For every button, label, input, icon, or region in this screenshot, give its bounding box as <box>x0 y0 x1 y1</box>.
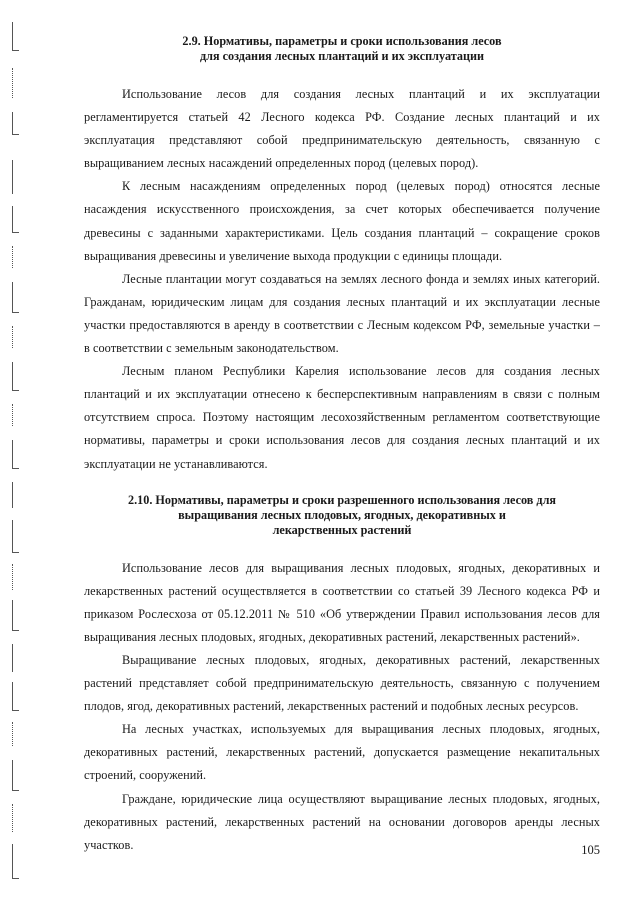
paragraph: Выращивание лесных плодовых, ягодных, декоративных растений, лекарственных растений представляет собой предпринимательскую деятельность, связанную с получением плодов, ягод, декоративных растений, лекарственных растений и подобных лесных ресурсов. <box>84 652 600 714</box>
section-heading-2-10 <box>84 493 600 538</box>
heading-line: 2.10. Нормативы, параметры и сроки разрешенного использования лесов для <box>127 492 557 507</box>
heading-line: для создания лесных плантаций и их эксплуатации <box>199 49 485 63</box>
heading-line: выращивания лесных плодовых, ягодных, декоративных и <box>178 507 506 522</box>
paragraph: Граждане, юридические лица осуществляют выращивание лесных плодовых, ягодных, декоративных растений, лекарственных растений на основании договоров аренды лесных участков. <box>84 791 600 852</box>
paragraph: К лесным насаждениям определенных пород (целевых пород) относятся лесные насаждения искусственного происхождения, за счет которых обеспечивается получение древесины с заданными характеристиками. Цель создания плантаций – сокращение сроков выращивания древесины и увеличение выхода продукции с единицы площади. <box>84 179 600 263</box>
paragraph: Использование лесов для создания лесных плантаций и их эксплуатации регламентируется статьей 42 Лесного кодекса РФ. Создание лесных плантаций и их эксплуатация представляют собой предпринимательскую деятельность, связанную с выращиванием лесных насаждений определенных пород (целевых пород). <box>84 87 600 171</box>
page-number: 105 <box>581 843 600 857</box>
binding-margin-marks <box>12 20 28 890</box>
paragraph: Лесным планом Республики Карелия использование лесов для создания лесных плантаций и их эксплуатации отнесено к бесперспективным направлениям в связи с полным отсутствием спроса. Поэтому настоящим лесохозяйственным регламентом соответствующие нормативы, параметры и сроки использования лесов для создания лесных плантаций и их эксплуатации не устанавливаются. <box>84 364 600 471</box>
heading-line: лекарственных растений <box>272 522 412 537</box>
section-heading-2-9 <box>84 34 600 64</box>
paragraph: На лесных участках, используемых для выращивания лесных плодовых, ягодных, декоративных растений, лекарственных растений, допускается размещение некапитальных строений, сооружений. <box>84 722 600 783</box>
paragraph: Лесные плантации могут создаваться на землях лесного фонда и землях иных категорий. Гражданам, юридическим лицам для создания лесных плантаций и их эксплуатации лесные участки предоставляются в аренду в соответствии с Лесным кодексом РФ, земельные участки – в соответствии с земельным законодательством. <box>84 271 600 356</box>
heading-line: 2.9. Нормативы, параметры и сроки использования лесов <box>182 34 502 48</box>
paragraph: Использование лесов для выращивания лесных плодовых, ягодных, декоративных и лекарственных растений осуществляется в соответствии со статьей 39 Лесного кодекса РФ и приказом Рослесхоза от 05.12.2011 № 510 «Об утверждении Правил использования лесов для выращивания лесных плодовых, ягодных, декоративных растений, лекарственных растений». <box>84 560 600 644</box>
document-body <box>84 34 600 857</box>
